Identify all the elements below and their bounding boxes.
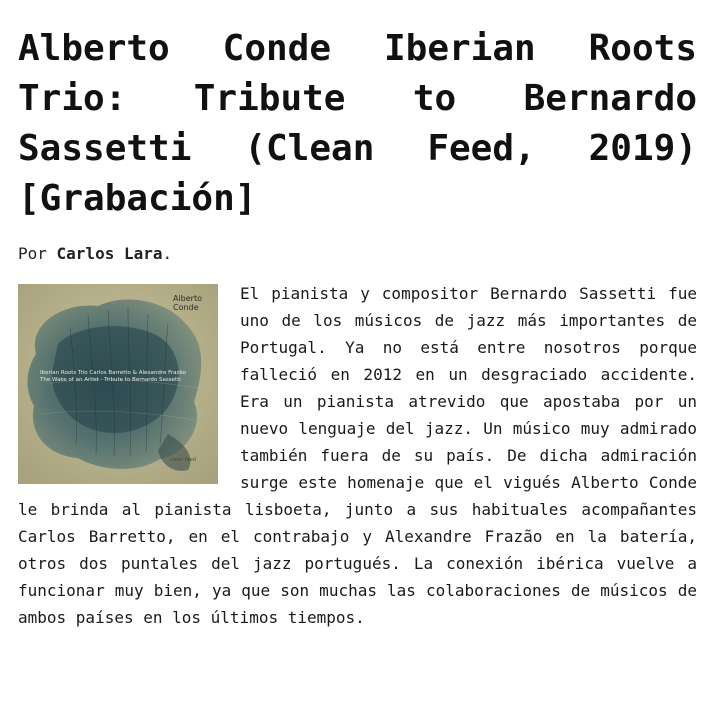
byline	[18, 242, 697, 266]
article-title: Alberto Conde Iberian Roots Trio: Tribute to Bernardo Sassetti (Clean Feed, 2019) [Grabación]	[18, 28, 697, 219]
article-body	[18, 280, 697, 631]
album-cover-image	[18, 284, 218, 484]
album-subtitle-text: The Wake of an Artist · Tribute to Bernardo Sassetti	[40, 377, 181, 383]
author-name[interactable]: Carlos Lara	[56, 244, 163, 263]
label-logo: clean feed	[169, 457, 196, 463]
byline-suffix: .	[162, 244, 173, 263]
byline-prefix: Por	[18, 244, 57, 263]
article-paragraph: El pianista y compositor Bernardo Sassetti fue uno de los músicos de jazz más importantes de Portugal. Ya no está entre nosotros porque falleció en 2012 en un desgraciado accidente. Era un pianista atrevido que apostaba por un nuevo lenguaje del jazz. Un músico muy admirado también fuera de su país. De dicha admiración surge este homenaje que el vigués Alberto Conde le brinda al pianista lisboeta, junto a sus habituales acompañantes Carlos Barretto, en el contrabajo y Alexandre Frazão en la batería, otros dos puntales del jazz portugués. La conexión ibérica vuelve a funcionar muy bien, ya que son muchas las colaboraciones de músicos de ambos países en los últimos tiempos.	[18, 284, 697, 627]
article	[18, 24, 697, 631]
album-credits-text: Iberian Roots Trio Carlos Barretto & Alexandre Frazão	[40, 370, 187, 376]
album-artist-text: Alberto Conde	[172, 294, 202, 312]
